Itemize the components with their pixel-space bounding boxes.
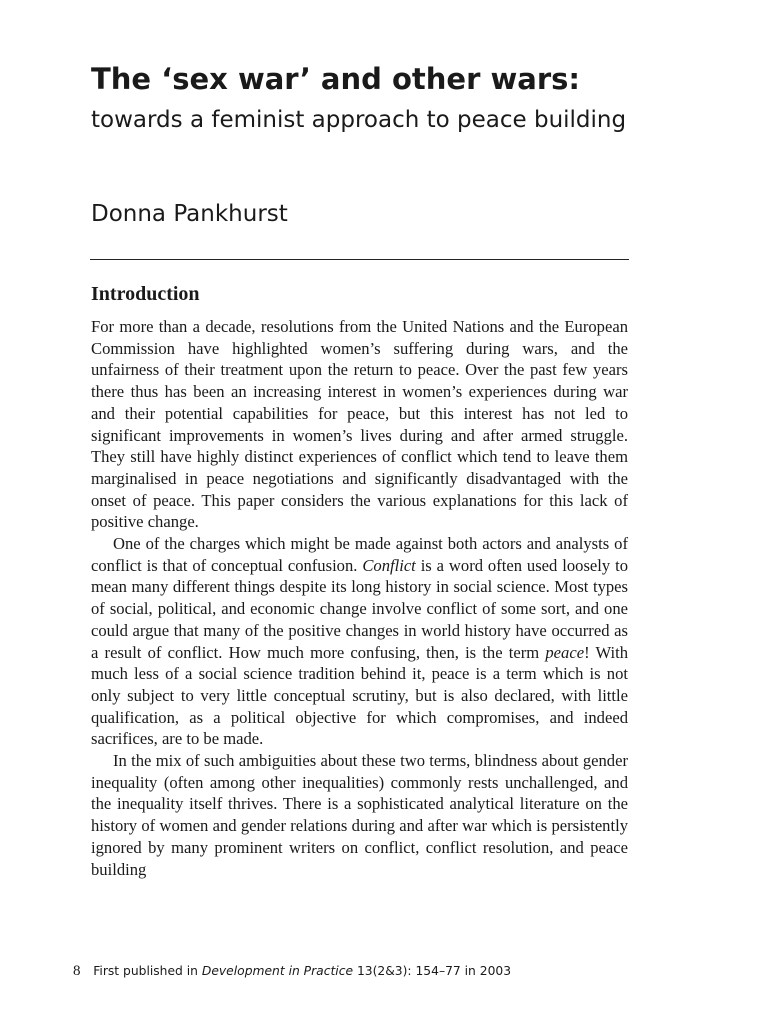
paragraph-2-part-1: One of the charges which might be made against both actors and analysts of conflict is that of conceptual confusion. xyxy=(91,534,628,575)
term-peace: peace xyxy=(545,642,585,662)
page-number: 8 xyxy=(73,963,81,979)
citation-prefix: First published in xyxy=(93,964,202,978)
paragraph-2-part-2: is a word often used loosely to mean many different things despite its long history in social science. Most types of social, political, and economic change involve conflict of some sort, and one could argue that many of the positive changes in world history have occurred as a result of conflict. How much more confusing, then, is the term xyxy=(91,555,628,662)
paragraph-2 xyxy=(91,533,628,750)
title-divider xyxy=(90,259,629,260)
citation-suffix: 13(2&3): 154–77 in 2003 xyxy=(353,964,512,978)
journal-name: Development in Practice xyxy=(201,964,354,978)
page-footer xyxy=(73,961,511,981)
article-body xyxy=(91,316,628,880)
article-subtitle: towards a feminist approach to peace building xyxy=(91,107,627,133)
term-conflict: Conflict xyxy=(362,555,416,575)
paragraph-1: For more than a decade, resolutions from the United Nations and the European Commission have highlighted women’s suffering during wars, and the unfairness of their treatment upon the return to peace. Over the past few years there thus has been an increasing interest in women’s experiences during war and their potential capabilities for peace, but this interest has not led to significant improvements in women’s lives during and after armed struggle. They still have highly distinct experiences of conflict which tend to leave them marginalised in peace negotiations and significantly disadvantaged with the onset of peace. This paper considers the various explanations for this lack of positive change. xyxy=(91,317,628,532)
publication-citation xyxy=(93,964,511,978)
paragraph-2-part-3: ! With much less of a social science tradition behind it, peace is a term which is not only subject to very little conceptual scrutiny, but is also declared, with little qualification, as a political objective for which compromises, and indeed sacrifices, are to be made. xyxy=(91,642,629,749)
paragraph-3: In the mix of such ambiguities about these two terms, blindness about gender inequality (often among other inequalities) commonly rests unchallenged, and the inequality itself thrives. There is a sophisticated analytical literature on the history of women and gender relations during and after war which is persistently ignored by many prominent writers on conflict, conflict resolution, and peace building xyxy=(91,751,628,879)
section-heading: Introduction xyxy=(91,283,200,305)
article-title: The ‘sex war’ and other wars: xyxy=(91,62,581,96)
author-name: Donna Pankhurst xyxy=(91,201,288,227)
